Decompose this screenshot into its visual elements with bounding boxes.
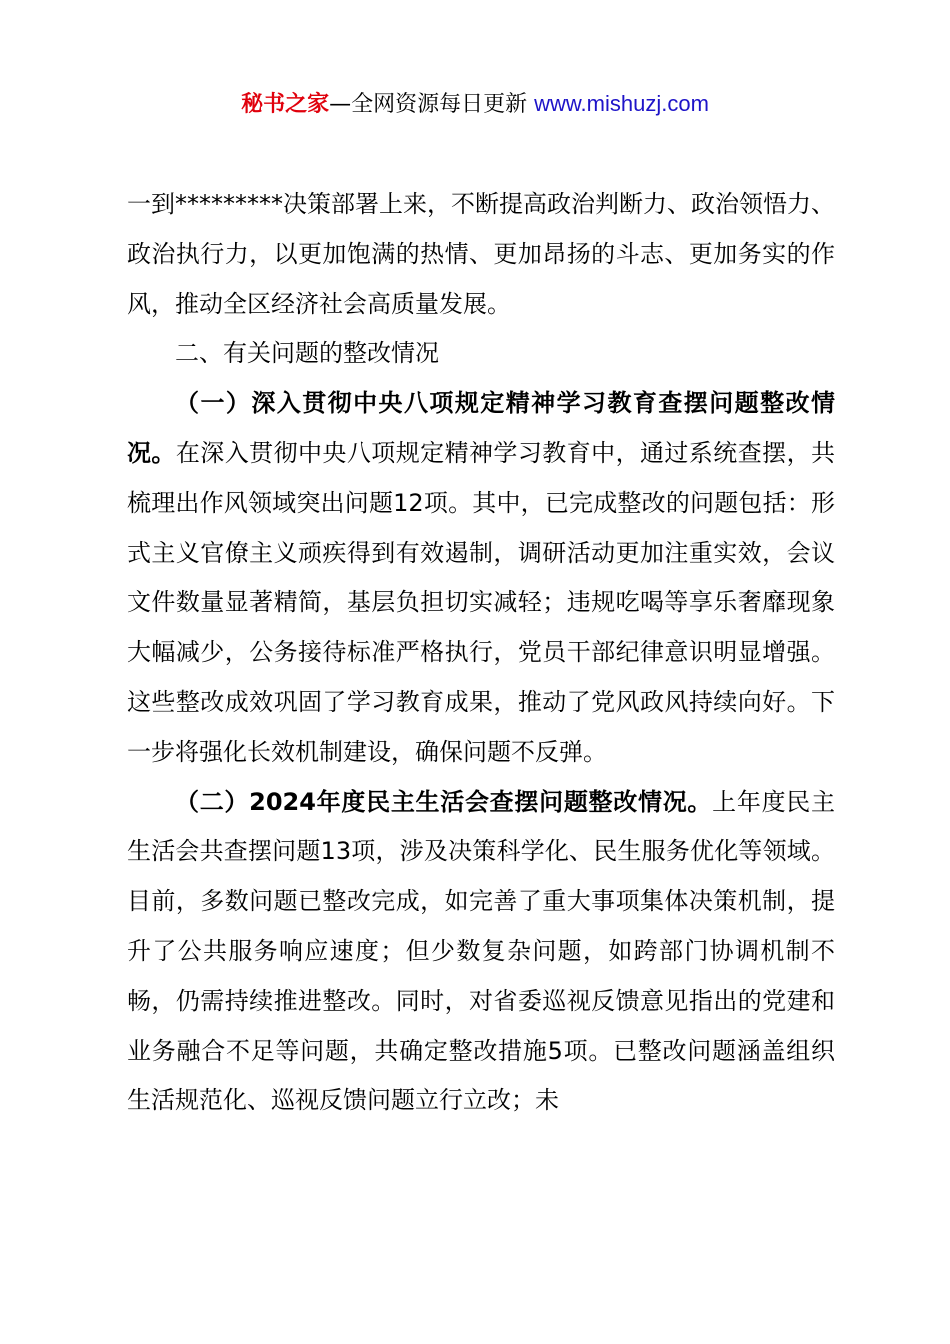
site-header <box>0 86 950 123</box>
site-url-link[interactable]: www.mishuzj.com <box>534 91 709 116</box>
subsection-two <box>127 778 835 1127</box>
section-heading: 二、有关问题的整改情况 <box>175 339 439 368</box>
subsection-one <box>127 379 835 777</box>
site-brand: 秘书之家 <box>241 92 330 117</box>
subsection-one-text: 在深入贯彻中央八项规定精神学习教育中，通过系统查摆，共梳理出作风领域突出问题12项。其中，已完成整改的问题包括：形式主义官僚主义顽疾得到有效遏制，调研活动更加注重实效，会议文件数量显著精简，基层负担切实减轻；违规吃喝等享乐奢靡现象大幅减少，公务接待标准严格执行，党员干部纪律意识明显增强。这些整改成效巩固了学习教育成果，推动了党风政风持续向好。下一步将强化长效机制建设，确保问题不反弹。 <box>127 438 836 766</box>
site-tagline: —全网资源每日更新 <box>329 92 535 117</box>
subsection-two-text: 上年度民主生活会共查摆问题13项，涉及决策科学化、民生服务优化等领域。目前，多数问题已整改完成，如完善了重大事项集体决策机制，提升了公共服务响应速度；但少数复杂问题，如跨部门协调机制不畅，仍需持续推进整改。同时，对省委巡视反馈意见指出的党建和业务融合不足等问题，共确定整改措施5项。已整改问题涵盖组织生活规范化、巡视反馈问题立行立改；未 <box>127 787 836 1115</box>
subsection-two-title: （二）2024年度民主生活会查摆问题整改情况。 <box>175 787 713 816</box>
document-body <box>127 180 835 1126</box>
subsection-one-title: （一）深入贯彻中央八项规定精神学习教育查摆问题整改情况。 <box>127 389 835 467</box>
paragraph-continuation: 一到*********决策部署上来，不断提高政治判断力、政治领悟力、政治执行力，以更加饱满的热情、更加昂扬的斗志、更加务实的作风，推动全区经济社会高质量发展。 <box>127 190 835 318</box>
